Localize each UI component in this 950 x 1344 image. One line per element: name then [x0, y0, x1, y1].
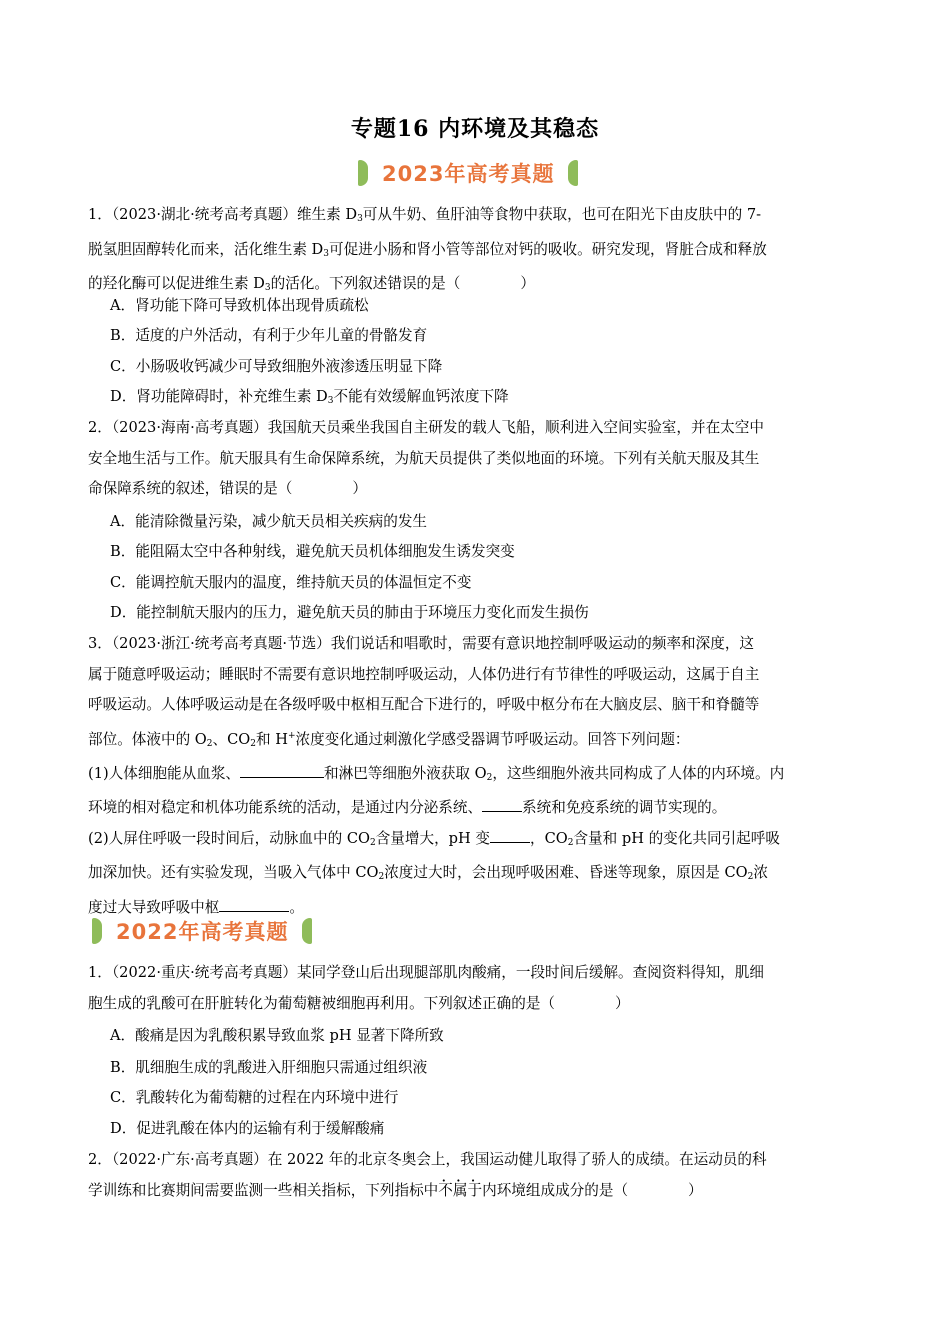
section-banner-text: 2023年高考真题 — [382, 162, 555, 186]
option-b: B．适度的户外活动，有利于少年儿童的骨骼发育 — [110, 327, 428, 344]
question-2023-1: 1．（2023·湖北·统考高考真题）维生素 $D_3$可从牛奶、鱼肝油等食物中获取，也可在阳光下由皮肤中的 7- 脱氢胆固醇转化而来，活化维生素 $D_3$可促进小肠和肾小管等部位对钙的吸收。研究发现，肾脏合成和释放 的羟化酶可以促进维生素 $D_3$的活化。下列叙述错误的是（ ） — [88, 200, 863, 304]
option-a: A．能清除微量污染，减少航天员相关疾病的发生 — [110, 513, 428, 530]
option-b: B．肌细胞生成的乳酸进入肝细胞只需通过组织液 — [110, 1059, 428, 1076]
sub-question-2: (2)人屏住呼吸一段时间后，动脉血中的 $CO_2$含量增大，pH 变 ，$CO_2$含量和 pH 的变化共同引起呼吸 — [88, 824, 863, 859]
option-a: A．酸痛是因为乳酸积累导致血浆 pH 显著下降所致 — [110, 1027, 444, 1044]
section-banner-2023 — [358, 155, 578, 191]
section-banner-text: 2022年高考真题 — [116, 920, 289, 944]
question-2022-1: 1．（2022·重庆·统考高考真题）某同学登山后出现腿部肌肉酸痛，一段时间后缓解。查阅资料得知，肌细 胞生成的乳酸可在肝脏转化为葡萄糖被细胞再利用。下列叙述正确的是（ ） — [88, 964, 764, 1012]
option-b: B．能阻隔太空中各种射线，避免航天员机体细胞发生诱发突变 — [110, 543, 515, 560]
banner-left-decor — [358, 160, 368, 186]
option-d: D．肾功能障碍时，补充维生素 $D_3$不能有效缓解血钙浓度下降 — [110, 388, 509, 406]
banner-right-decor — [302, 918, 312, 944]
emphasis-dot-char: 属 — [452, 1181, 468, 1199]
answer-blank[interactable] — [490, 826, 530, 843]
option-c: C．能调控航天服内的温度，维持航天员的体温恒定不变 — [110, 574, 472, 591]
banner-right-decor — [568, 160, 578, 186]
banner-left-decor — [92, 918, 102, 944]
section-banner-2022 — [92, 913, 312, 949]
option-d: D．能控制航天服内的压力，避免航天员的肺由于环境压力变化而发生损伤 — [110, 604, 589, 621]
page-title: 专题16 内环境及其稳态 — [350, 116, 600, 142]
question-2023-3: 3．（2023·浙江·统考高考真题·节选）我们说话和唱歌时，需要有意识地控制呼吸运动的频率和深度，这 属于随意呼吸运动；睡眠时不需要有意识地控制呼吸运动，人体仍进行有节律性的呼吸运动，这属于自主 呼吸运动。人体呼吸运动是在各级呼吸中枢相互配合下进行的，呼吸中枢分布在大脑皮层、脑干和脊髓等 部位。体液中的 $O_2$、$CO_2$和 H+浓度变化通过刺激化学感受器调节呼吸运动。回答下列问题： (1)人体细胞能从血浆、 和淋巴等细胞外液获取 $O_2$，这些细胞外液共同构成了人体的内环境。内 环境的相对稳定和机体功能系统的活动，是通过内分泌系统、 系统和免疫系统的调节实现的。 (2)人屏住呼吸一段时间后，动脉血中的 $CO_2$含量增大，pH 变 ，$CO_2$含量和 pH 的变化共同引起呼吸 加深加快。还有实验发现，当吸入气体中 $CO_2$浓度过大时，会出现呼吸困难、昏迷等现象，原因是 $CO_2$浓 度过大导致呼吸中枢 。 — [88, 629, 863, 923]
emphasis-dot-char: 于 — [467, 1181, 483, 1199]
emphasis-dot-char: 不 — [438, 1181, 453, 1199]
answer-blank[interactable] — [482, 795, 522, 812]
answer-blank[interactable] — [219, 895, 289, 912]
option-a: A．肾功能下降可导致机体出现骨质疏松 — [110, 297, 369, 314]
question-text: 1．（2023·湖北·统考高考真题）维生素 $D_3$可从牛奶、鱼肝油等食物中获取，也可在阳光下由皮肤中的 7- — [88, 206, 762, 224]
option-d: D．促进乳酸在体内的运输有利于缓解酸痛 — [110, 1120, 385, 1137]
question-2022-2: 2．（2022·广东·高考真题）在 2022 年的北京冬奥会上，我国运动健儿取得了骄人的成绩。在运动员的科 学训练和比赛期间需要监测一些相关指标，下列指标中不属于内环境组成成分的是（ ） — [88, 1151, 767, 1199]
sub-question-1: (1)人体细胞能从血浆、 和淋巴等细胞外液获取 $O_2$，这些细胞外液共同构成了人体的内环境。内 — [88, 759, 863, 794]
option-c: C．小肠吸收钙减少可导致细胞外液渗透压明显下降 — [110, 358, 443, 375]
question-2023-2: 2．（2023·海南·高考真题）我国航天员乘坐我国自主研发的载人飞船，顺利进入空间实验室，并在太空中 安全地生活与工作。航天服具有生命保障系统，为航天员提供了类似地面的环境。下列有关航天服及其生 命保障系统的叙述，错误的是（ ） — [88, 419, 764, 497]
option-c: C．乳酸转化为葡萄糖的过程在内环境中进行 — [110, 1089, 399, 1106]
answer-blank[interactable] — [240, 761, 324, 778]
